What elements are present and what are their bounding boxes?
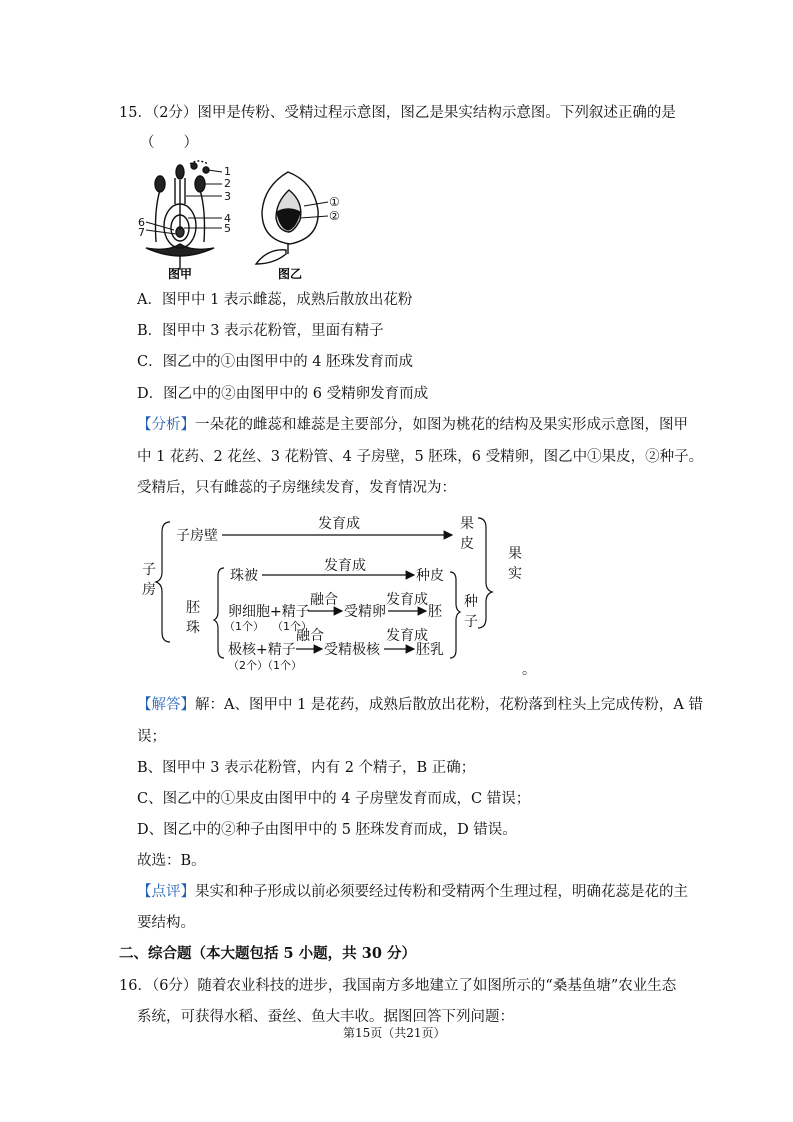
- figure-yi-fruit: [256, 172, 328, 264]
- jia-number-1: 1: [224, 165, 231, 178]
- brace-peizhu: [214, 568, 224, 658]
- q15-option-d: D．图乙中的②由图甲中的 6 受精卵发育而成: [137, 386, 429, 402]
- diagram-pi: 皮: [460, 536, 474, 552]
- diagram-shi: 实: [508, 566, 522, 582]
- diagram-ronghe-1: 融合: [310, 592, 338, 608]
- diagram-luan-count-2: （1个）: [272, 620, 312, 633]
- answer-line-4: C、图乙中的①果皮由图甲中的 4 子房壁发育而成，C 错误；: [137, 791, 531, 807]
- comment-line-1: [137, 882, 688, 902]
- diagram-zifangbi: 子房壁: [176, 528, 218, 544]
- analysis-line-1: [137, 415, 688, 435]
- diagram-luan-count-1: （1个）: [224, 620, 264, 633]
- q16-line-2: 系统，可获得水稻、蚕丝、鱼大丰收。据图回答下列问题：: [137, 1009, 514, 1025]
- answer-line-6: 故选：B。: [137, 853, 206, 869]
- diagram-fayu-1: 发育成: [318, 516, 360, 532]
- diagram-jihe: 极核+精子: [228, 642, 296, 658]
- q15-option-b: B．图甲中 3 表示花粉管，里面有精子: [137, 323, 384, 339]
- jia-number-4: 4: [224, 212, 231, 225]
- diagram-pei-2: 胚: [428, 604, 442, 620]
- figure-jia-flower: [146, 161, 222, 270]
- comment-tag: 【点评】: [137, 884, 195, 900]
- diagram-peiru: 胚乳: [416, 642, 444, 658]
- jia-number-6: 6: [138, 216, 145, 229]
- diagram-zhongpi: 种皮: [416, 568, 444, 584]
- development-diagram: [138, 508, 558, 680]
- q15-stem: 15．（2分）图甲是传粉、受精过程示意图，图乙是果实结构示意图。下列叙述正确的是: [119, 105, 676, 121]
- diagram-zi-2: 子: [464, 614, 478, 630]
- diagram-shoujingjihe: 受精极核: [324, 642, 380, 658]
- jia-number-2: 2: [224, 177, 231, 190]
- diagram-fayu-2: 发育成: [324, 558, 366, 574]
- diagram-zhubei: 珠被: [230, 568, 258, 584]
- brace-zifang: [156, 522, 170, 642]
- page-footer: 第15页（共21页）: [343, 1026, 446, 1040]
- analysis-tag: 【分析】: [137, 417, 195, 433]
- figure-yi-numbers: [329, 195, 340, 223]
- answer-line-2: 误；: [137, 729, 166, 745]
- answer-line-5: D、图乙中的②种子由图甲中的 5 胚珠发育而成，D 错误。: [137, 822, 517, 838]
- diagram-fang: 房: [142, 582, 156, 598]
- diagram-pei: 胚: [186, 600, 200, 616]
- jia-number-5: 5: [224, 222, 231, 235]
- diagram-zhong: 种: [464, 594, 478, 610]
- diagram-ronghe-2: 融合: [296, 628, 324, 644]
- comment-text-1: 果实和种子形成以前必须要经过传粉和受精两个生理过程，明确花蕊是花的主: [195, 884, 688, 900]
- q15-paren: （ ）: [140, 135, 198, 151]
- answer-line-3: B、图甲中 3 表示花粉管，内有 2 个精子，B 正确；: [137, 760, 476, 776]
- q16-line-1: 16．（6分）随着农业科技的进步，我国南方多地建立了如图所示的“桑基鱼塘”农业生态: [119, 978, 677, 994]
- brace-guoshi: [478, 518, 492, 628]
- diagram-luanxibao: 卵细胞+精子: [228, 604, 310, 620]
- diagram-guo: 果: [460, 516, 474, 532]
- diagram-fayu-4: 发育成: [386, 628, 428, 644]
- jia-number-7: 7: [138, 226, 145, 239]
- diagram-zi: 子: [142, 562, 156, 578]
- q15-figure: [138, 160, 378, 290]
- yi-number-2: ②: [329, 209, 340, 223]
- diagram-zhu: 珠: [186, 620, 200, 636]
- figure-yi-caption: 图乙: [278, 267, 303, 281]
- answer-tag: 【解答】: [137, 697, 195, 713]
- section-2-heading: 二、综合题（本大题包括 5 小题，共 30 分）: [119, 945, 416, 962]
- jia-number-3: 3: [224, 190, 231, 203]
- figure-jia-caption: 图甲: [168, 267, 193, 281]
- q15-option-a: A．图甲中 1 表示雌蕊，成熟后散放出花粉: [137, 292, 413, 308]
- diagram-ji-count-1: （2个）: [228, 659, 268, 672]
- q15-option-c: C．图乙中的①由图甲中的 4 胚珠发育而成: [137, 354, 414, 370]
- analysis-line-2: 中 1 花药、2 花丝、3 花粉管、4 子房壁，5 胚珠，6 受精卵，图乙中①果皮，②种子。: [137, 449, 704, 465]
- comment-line-2: 要结构。: [137, 915, 195, 931]
- answer-text-1: 解：A、图甲中 1 是花药，成熟后散放出花粉，花粉落到柱头上完成传粉，A 错: [195, 697, 703, 713]
- diagram-ji-count-2: （1个）: [262, 659, 302, 672]
- yi-number-1: ①: [329, 195, 340, 209]
- brace-zhongzi: [450, 572, 460, 658]
- diagram-end-mark: 。: [522, 662, 536, 678]
- diagram-shoujingluan: 受精卵: [344, 604, 386, 620]
- answer-line-1: [137, 695, 703, 715]
- analysis-text-1: 一朵花的雌蕊和雄蕊是主要部分，如图为桃花的结构及果实形成示意图，图甲: [195, 417, 688, 433]
- diagram-fayu-3: 发育成: [386, 592, 428, 608]
- diagram-guo-2: 果: [508, 546, 522, 562]
- analysis-line-3: 受精后，只有雌蕊的子房继续发育，发育情况为：: [137, 480, 456, 496]
